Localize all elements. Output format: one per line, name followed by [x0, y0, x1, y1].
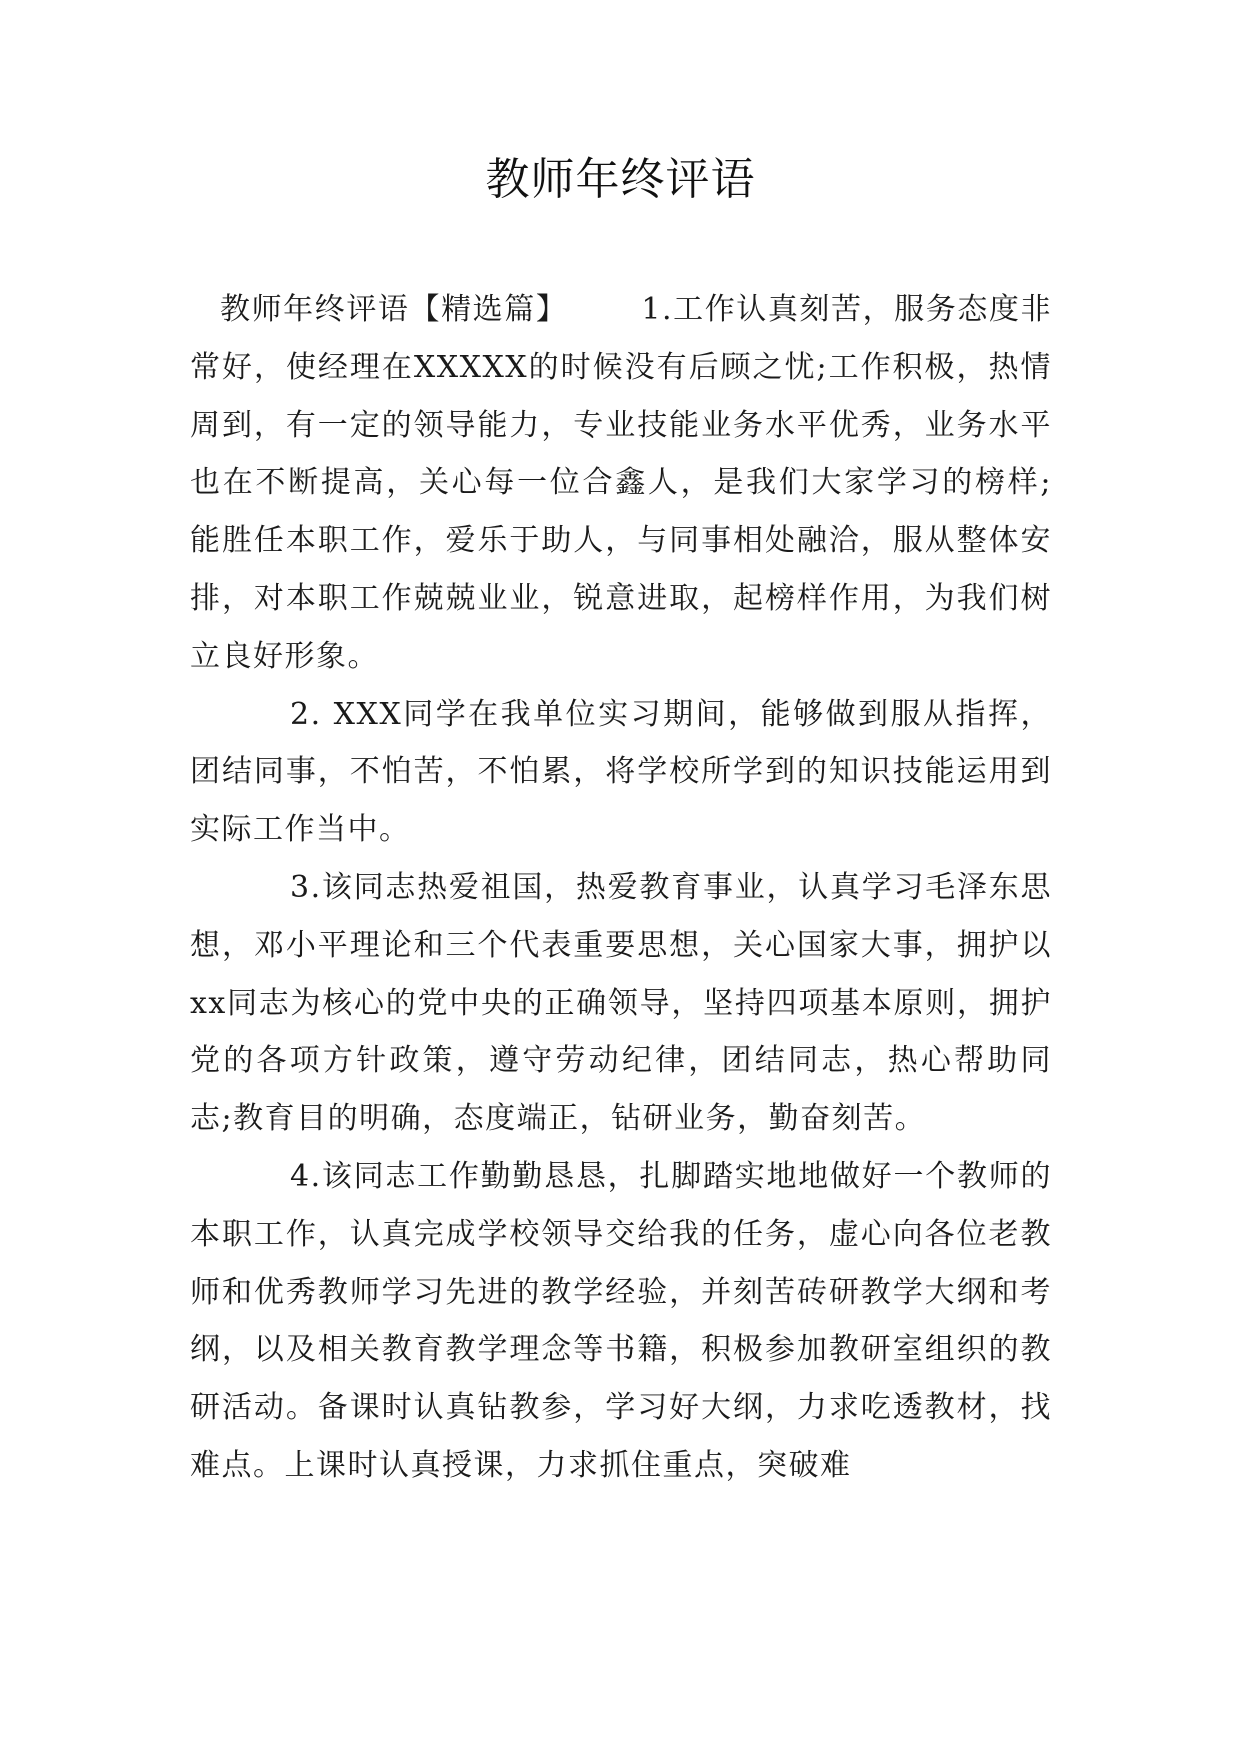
paragraph-1	[190, 281, 1052, 686]
paragraph-2: 2. XXX同学在我单位实习期间，能够做到服从指挥，团结同事，不怕苦，不怕累，将学校所学到的知识技能运用到实际工作当中。	[190, 696, 1052, 848]
document-title: 教师年终评语	[485, 154, 756, 205]
section-heading: 教师年终评语【精选篇】	[220, 292, 568, 327]
paragraph-1-text: 1.工作认真刻苦，服务态度非常好，使经理在XXXXX的时候没有后顾之忧;工作积极，热情周到，有一定的领导能力，专业技能业务水平优秀，业务水平也在不断提高，关心每一位合鑫人，是我们大家学习的榜样;能胜任本职工作，爱乐于助人，与同事相处融洽，服从整体安排，对本职工作兢兢业业，锐意进取，起榜样作用，为我们树立良好形象。	[190, 292, 1053, 674]
paragraph-3: 3.该同志热爱祖国，热爱教育事业，认真学习毛泽东思想，邓小平理论和三个代表重要思想，关心国家大事，拥护以xx同志为核心的党中央的正确领导，坚持四项基本原则，拥护党的各项方针政策，遵守劳动纪律，团结同志，热心帮助同志;教育目的明确，态度端正，钻研业务，勤奋刻苦。	[190, 869, 1052, 1137]
document-body	[190, 281, 1052, 1495]
paragraph-4: 4.该同志工作勤勤恳恳，扎脚踏实地地做好一个教师的本职工作，认真完成学校领导交给我的任务，虚心向各位老教师和优秀教师学习先进的教学经验，并刻苦砖研教学大纲和考纲，以及相关教育教学理念等书籍，积极参加教研室组织的教研活动。备课时认真钻教参，学习好大纲，力求吃透教材，找难点。上课时认真授课，力求抓住重点，突破难	[190, 1158, 1052, 1483]
